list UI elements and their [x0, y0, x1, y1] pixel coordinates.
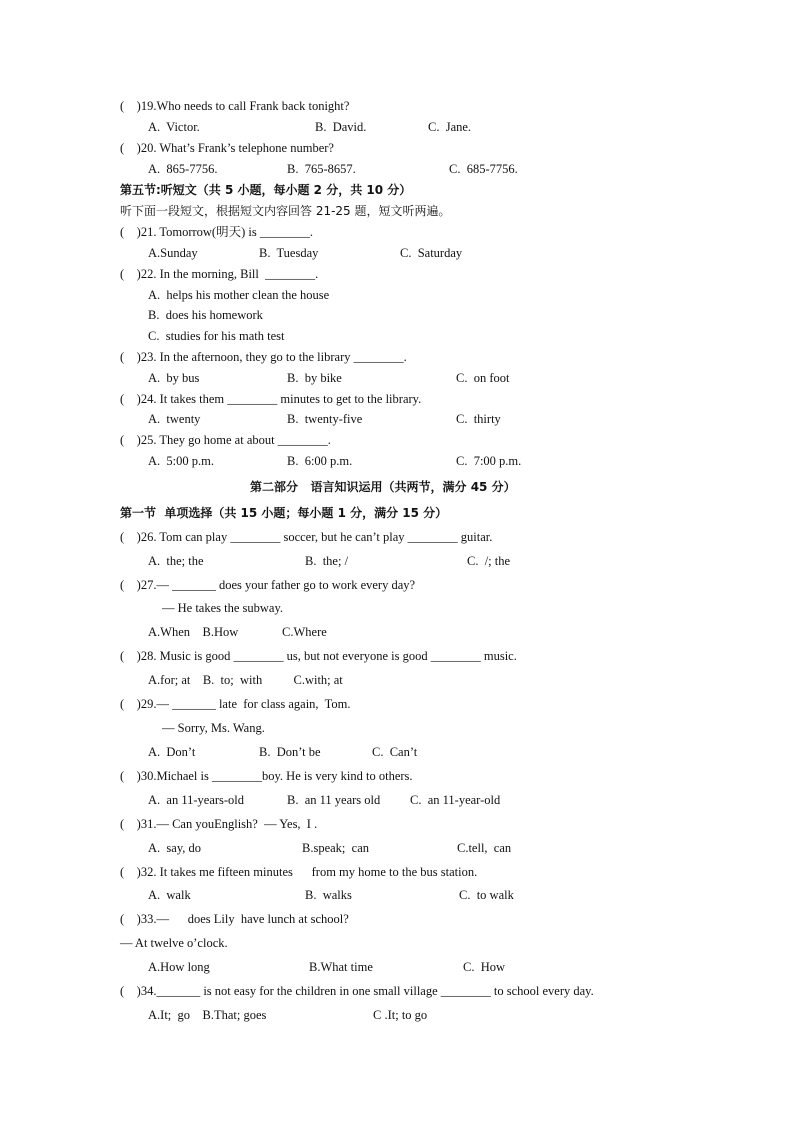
q26-stem: ( )26. Tom can play ________ soccer, but he can’t play ________ guitar. [120, 530, 493, 544]
q21-option-b: B. Tuesday [259, 246, 319, 260]
q24-option-a: A. twenty [148, 412, 201, 426]
q33-option-c: C. How [463, 960, 506, 974]
q22-option-a: A. helps his mother clean the house [148, 288, 330, 302]
q19-stem: ( )19.Who needs to call Frank back tonight? [120, 99, 350, 113]
section5-instruction: 听下面一段短文，根据短文内容回答 21-25 题，短文听两遍。 [120, 204, 451, 218]
q29-stem: ( )29.— _______ late for class again, Tom. [120, 697, 351, 711]
q34-stem: ( )34._______ is not easy for the children in one small village ________ to school every day. [120, 984, 594, 998]
q20-option-a: A. 865-7756. [148, 162, 218, 176]
q34-option-c: C .It; to go [373, 1008, 428, 1022]
q20-stem: ( )20. What’s Frank’s telephone number? [120, 141, 334, 155]
section1-title: 第一节 单项选择（共 15 小题；每小题 1 分，满分 15 分） [120, 506, 448, 520]
q20-option-c: C. 685-7756. [449, 162, 518, 176]
q24-option-b: B. twenty-five [287, 412, 363, 426]
q32-option-a: A. walk [148, 888, 191, 902]
q25-option-c: C. 7:00 p.m. [456, 454, 522, 468]
q23-option-a: A. by bus [148, 371, 200, 385]
q30-option-a: A. an 11-years-old [148, 793, 245, 807]
q31-option-c: C.tell, can [457, 841, 512, 855]
q28-options: A.for; at B. to; with C.with; at [148, 673, 343, 687]
q33-stem: ( )33.— does Lily have lunch at school? [120, 912, 349, 926]
q31-option-a: A. say, do [148, 841, 202, 855]
q28-stem: ( )28. Music is good ________ us, but not everyone is good ________ music. [120, 649, 517, 663]
q19-option-a: A. Victor. [148, 120, 200, 134]
q32-option-b: B. walks [305, 888, 352, 902]
q27-reply: — He takes the subway. [162, 601, 284, 615]
q26-option-b: B. the; / [305, 554, 349, 568]
section5-title: 第五节:听短文（共 5 小题，每小题 2 分，共 10 分） [120, 183, 412, 197]
q30-option-b: B. an 11 years old [287, 793, 381, 807]
q31-option-b: B.speak; can [302, 841, 369, 855]
q32-stem: ( )32. It takes me fifteen minutes from my home to the bus station. [120, 865, 478, 879]
q29-option-a: A. Don’t [148, 745, 196, 759]
q31-stem: ( )31.— Can youEnglish? — Yes, I . [120, 817, 318, 831]
q24-option-c: C. thirty [456, 412, 501, 426]
q26-option-a: A. the; the [148, 554, 204, 568]
q33-reply: — At twelve o’clock. [120, 936, 228, 950]
q29-option-b: B. Don’t be [259, 745, 321, 759]
q19-option-c: C. Jane. [428, 120, 472, 134]
q27-stem: ( )27.— _______ does your father go to work every day? [120, 578, 416, 592]
q23-stem: ( )23. In the afternoon, they go to the library ________. [120, 350, 407, 364]
q32-option-c: C. to walk [459, 888, 514, 902]
q22-option-b: B. does his homework [148, 308, 263, 322]
part2-title: 第二部分 语言知识运用（共两节，满分 45 分） [250, 480, 516, 494]
q25-option-a: A. 5:00 p.m. [148, 454, 214, 468]
q21-stem: ( )21. Tomorrow(明天) is ________. [120, 225, 313, 239]
q21-option-c: C. Saturday [400, 246, 463, 260]
q23-option-b: B. by bike [287, 371, 342, 385]
q34-option-ab: A.It; go B.That; goes [148, 1008, 267, 1022]
q27-options: A.When B.How C.Where [148, 625, 327, 639]
q26-option-c: C. /; the [467, 554, 511, 568]
q22-stem: ( )22. In the morning, Bill ________. [120, 267, 319, 281]
q30-option-c: C. an 11-year-old [410, 793, 501, 807]
q25-option-b: B. 6:00 p.m. [287, 454, 353, 468]
q29-reply: — Sorry, Ms. Wang. [162, 721, 265, 735]
q20-option-b: B. 765-8657. [287, 162, 356, 176]
q24-stem: ( )24. It takes them ________ minutes to get to the library. [120, 392, 422, 406]
q25-stem: ( )25. They go home at about ________. [120, 433, 331, 447]
q30-stem: ( )30.Michael is ________boy. He is very kind to others. [120, 769, 413, 783]
q29-option-c: C. Can’t [372, 745, 418, 759]
q19-option-b: B. David. [315, 120, 367, 134]
q23-option-c: C. on foot [456, 371, 510, 385]
q22-option-c: C. studies for his math test [148, 329, 285, 343]
q21-option-a: A.Sunday [148, 246, 198, 260]
q33-option-b: B.What time [309, 960, 373, 974]
q33-option-a: A.How long [148, 960, 210, 974]
